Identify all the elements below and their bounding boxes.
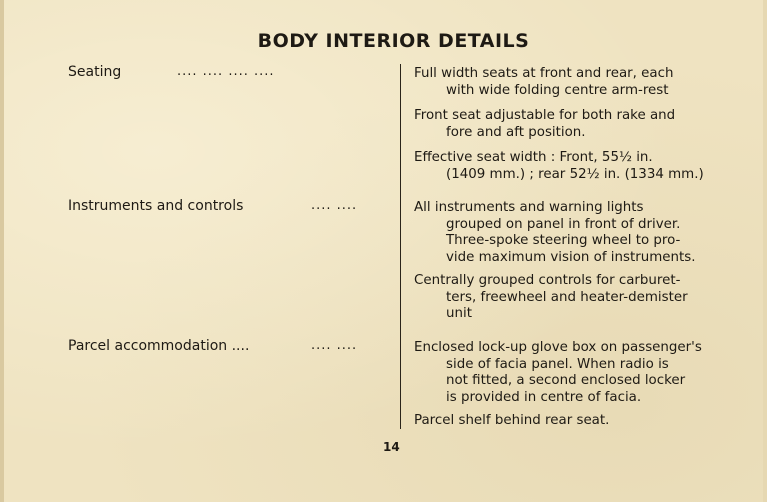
parcel-para-2 <box>414 413 720 430</box>
page-number: 14 <box>383 440 400 454</box>
label-seating: Seating <box>68 64 122 80</box>
text-line: Enclosed lock-up glove box on passenger's <box>414 340 702 355</box>
column-divider <box>400 64 401 429</box>
text-line: ters, freewheel and heater-demister <box>446 289 688 305</box>
page-title: BODY INTERIOR DETAILS <box>257 30 530 52</box>
text-line: not fitted, a second enclosed locker <box>446 373 686 388</box>
text-line: Full width seats at front and rear, each <box>414 66 674 81</box>
leader-dots-instruments: .... .... <box>311 198 358 213</box>
seating-para-2 <box>414 108 720 141</box>
text-line: side of facia panel. When radio is <box>446 356 669 372</box>
leader-dots-seating: .... .... .... .... <box>177 64 275 79</box>
instruments-para-2 <box>414 273 720 323</box>
text-line: Centrally grouped controls for carburet- <box>414 273 681 288</box>
page-edge-left <box>0 0 4 502</box>
instruments-para-1 <box>414 200 720 266</box>
label-parcel: Parcel accommodation .... <box>68 338 250 354</box>
text-line: Three-spoke steering wheel to pro- <box>446 233 681 248</box>
text-line: Effective seat width : Front, 55½ in. <box>414 150 653 165</box>
page-edge-right <box>763 0 767 502</box>
text-line: (1409 mm.) ; rear 52½ in. (1334 mm.) <box>446 166 704 182</box>
seating-para-1 <box>414 66 720 99</box>
leader-dots-parcel: .... .... <box>311 338 358 353</box>
text-line: unit <box>446 306 472 321</box>
seating-para-3 <box>414 150 720 183</box>
text-line: All instruments and warning lights <box>414 200 644 215</box>
text-line: Parcel shelf behind rear seat. <box>414 413 610 428</box>
text-line: vide maximum vision of instruments. <box>446 249 696 265</box>
parcel-para-1 <box>414 340 720 406</box>
text-line: fore and aft position. <box>446 124 586 140</box>
text-line: Front seat adjustable for both rake and <box>414 108 676 123</box>
text-line: grouped on panel in front of driver. <box>446 216 681 232</box>
text-line: with wide folding centre arm-rest <box>446 82 669 98</box>
text-line: is provided in centre of facia. <box>446 389 642 405</box>
label-instruments: Instruments and controls <box>68 198 244 214</box>
